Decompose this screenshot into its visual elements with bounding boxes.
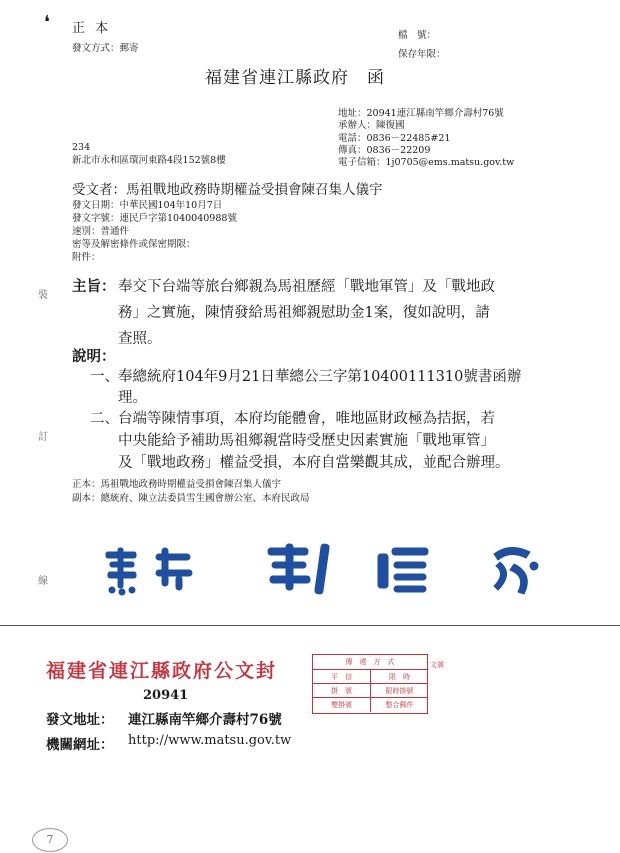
security-level: 密等及解密條件或保密期限： <box>72 239 196 250</box>
subject-label: 主旨： <box>72 278 116 295</box>
subject-line: 查照。 <box>118 331 162 347</box>
envelope-address: 連江縣南竿鄉介壽村76號 <box>128 712 282 728</box>
sender-fax: 傳真：0836－22209 <box>338 145 431 156</box>
sender-contact: 承辦人：陳復國 <box>338 120 405 131</box>
speed-class: 速別：普通件 <box>72 226 130 237</box>
stamp-cell: 平 信 <box>331 673 352 681</box>
stamp-cell: 掛 號 <box>331 687 352 695</box>
stamp-side-label: 文號 <box>430 661 444 669</box>
subject-line: 奉交下台端等旅台鄉親為馬祖歷經「戰地軍管」及「戰地政 <box>118 279 495 295</box>
file-number: 檔 號： <box>398 30 437 41</box>
retention-period: 保存年限： <box>398 49 446 60</box>
item-line: 奉總統府104年9月21日華總公三字第10400111310號書函辦 <box>118 369 522 385</box>
page-title: 福建省連江縣政府 函 <box>205 68 385 88</box>
binding-mark: 裝 <box>38 290 48 301</box>
sender-email: 電子信箱：1j0705@ems.matsu.gov.tw <box>338 157 515 168</box>
recipient-zip: 234 <box>72 142 91 153</box>
stamp-header: 傳 遞 方 式 <box>345 658 395 666</box>
envelope-title: 福建省連江縣政府公文封 <box>46 660 278 682</box>
stamp-cell: 整合郵件 <box>370 698 428 712</box>
item-number: 二、 <box>90 411 119 427</box>
envelope-divider <box>0 625 620 626</box>
attachments: 附件： <box>72 252 101 263</box>
envelope-url: http://www.matsu.gov.tw <box>128 733 292 748</box>
copy-type: 正 本 <box>72 21 112 36</box>
explanation-label: 說明： <box>72 348 116 365</box>
item-number: 一、 <box>90 369 119 385</box>
item-line: 及「戰地政務」權益受損，本府自當樂觀其成，並配合辦理。 <box>118 455 510 471</box>
ink-tick: ❛ <box>44 12 50 33</box>
subject-line: 務」之實施，陳情發給馬祖鄉親慰助金1案，復如說明，請 <box>118 305 490 321</box>
sender-phone: 電話：0836－22485#21 <box>338 133 451 144</box>
recipient-address: 新北市永和區環河東路4段152號8樓 <box>72 155 226 166</box>
stamp-cell: 雙掛號 <box>331 701 352 709</box>
send-method: 發文方式：郵寄 <box>72 43 139 54</box>
addressee: 受文者：馬祖戰地政務時期權益受損會陳召集人儀宇 <box>72 182 383 198</box>
page-number-mark: 7 <box>32 828 68 852</box>
envelope-url-label: 機關網址： <box>46 737 114 753</box>
item-line: 理。 <box>118 390 147 406</box>
issue-number: 發文字號：連民戶字第1040040988號 <box>72 213 237 224</box>
binding-mark: 訂 <box>38 432 48 443</box>
sender-address: 地址：20941連江縣南竿鄉介壽村76號 <box>338 108 504 119</box>
envelope-address-label: 發文地址： <box>46 712 114 728</box>
distribution-original: 正本：馬祖戰地政務時期權益受損會陳召集人儀宇 <box>72 479 282 490</box>
item-line: 台端等陳情事項，本府均能體會，唯地區財政極為拮据，若 <box>118 411 495 427</box>
issue-date: 發文日期：中華民國104年10月7日 <box>72 200 223 211</box>
stamp-cell: 限 時 <box>370 670 428 684</box>
envelope-zip: 20941 <box>143 688 189 703</box>
stamp-cell: 限時掛號 <box>370 684 428 698</box>
item-line: 中央能給予補助馬祖鄉親當時受歷史因素實施「戰地軍管」 <box>118 433 495 449</box>
binding-mark: 線 <box>38 576 48 587</box>
delivery-method-stamp <box>312 654 428 714</box>
magistrate-signature-stamp <box>98 542 558 598</box>
distribution-copy: 副本：總統府、陳立法委員雪生國會辦公室、本府民政局 <box>72 493 310 504</box>
